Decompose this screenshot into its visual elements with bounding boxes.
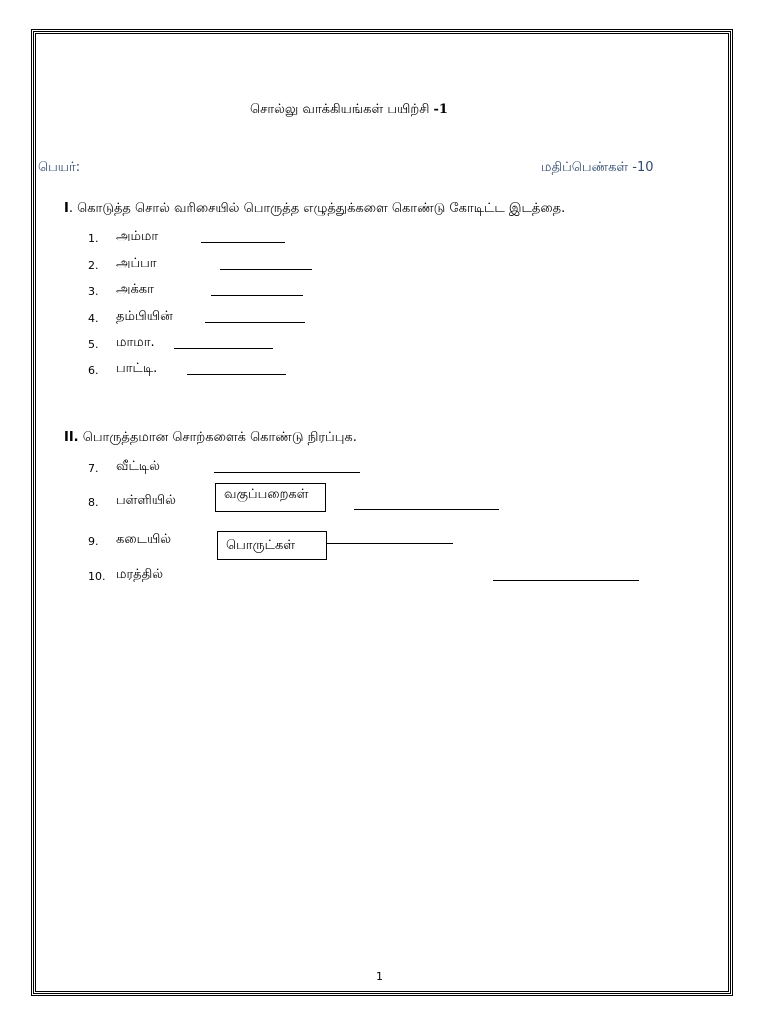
question-1-number: 1. [88, 232, 99, 245]
question-3-word: அக்கா [116, 282, 154, 297]
question-1-answer-line[interactable] [201, 242, 285, 243]
question-7-answer-line[interactable] [214, 472, 360, 473]
question-8-hint-text: வகுப்பறைகள் [224, 487, 309, 502]
total-marks-label: மதிப்பெண்கள் -10 [541, 160, 654, 175]
question-9-hint-box [217, 531, 327, 560]
question-2-answer-line[interactable] [220, 269, 312, 270]
question-5-answer-line[interactable] [174, 348, 273, 349]
question-8-number: 8. [88, 496, 99, 509]
question-10-number: 10. [88, 570, 106, 583]
question-9-hint-text: பொருட்கள் [226, 538, 296, 553]
question-5-number: 5. [88, 338, 99, 351]
question-7-word: வீட்டில் [116, 459, 160, 474]
section-2-instruction: பொருத்தமான சொற்களைக் கொண்டு நிரப்புக. [78, 430, 357, 445]
question-2-word: அப்பா [116, 256, 157, 271]
question-8-answer-line[interactable] [354, 509, 499, 510]
section-2-heading [64, 430, 357, 446]
question-8-word: பள்ளியில் [116, 493, 176, 508]
question-8-hint-box [215, 483, 326, 512]
question-2-number: 2. [88, 259, 99, 272]
question-4-word: தம்பியின் [116, 309, 173, 324]
question-1-word: அம்மா [116, 229, 159, 244]
question-3-number: 3. [88, 285, 99, 298]
worksheet-title [250, 102, 448, 118]
question-4-answer-line[interactable] [205, 322, 305, 323]
question-10-answer-line[interactable] [493, 580, 639, 581]
question-3-answer-line[interactable] [211, 295, 303, 296]
question-9-number: 9. [88, 535, 99, 548]
section-1-heading [64, 201, 565, 217]
student-name-label: பெயர்: [38, 160, 81, 175]
section-1-roman: I [64, 201, 69, 216]
section-2-roman: II. [64, 430, 79, 445]
question-4-number: 4. [88, 312, 99, 325]
question-6-answer-line[interactable] [187, 374, 286, 375]
worksheet-title-text: சொல்லு வாக்கியங்கள் பயிற்சி [250, 102, 430, 117]
page-inner-border [35, 33, 729, 992]
page-number: 1 [376, 970, 383, 983]
worksheet-title-number: -1 [433, 102, 448, 117]
question-6-number: 6. [88, 364, 99, 377]
question-6-word: பாட்டி. [116, 361, 158, 376]
question-9-word: கடையில் [116, 532, 172, 547]
question-5-word: மாமா. [116, 335, 155, 350]
question-7-number: 7. [88, 462, 99, 475]
question-10-word: மரத்தில் [116, 567, 164, 582]
section-1-instruction: . கொடுத்த சொல் வரிசையில் பொருத்த எழுத்துக்களை கொண்டு கோடிட்ட இடத்தை. [68, 201, 566, 216]
question-9-answer-line[interactable] [327, 543, 453, 544]
